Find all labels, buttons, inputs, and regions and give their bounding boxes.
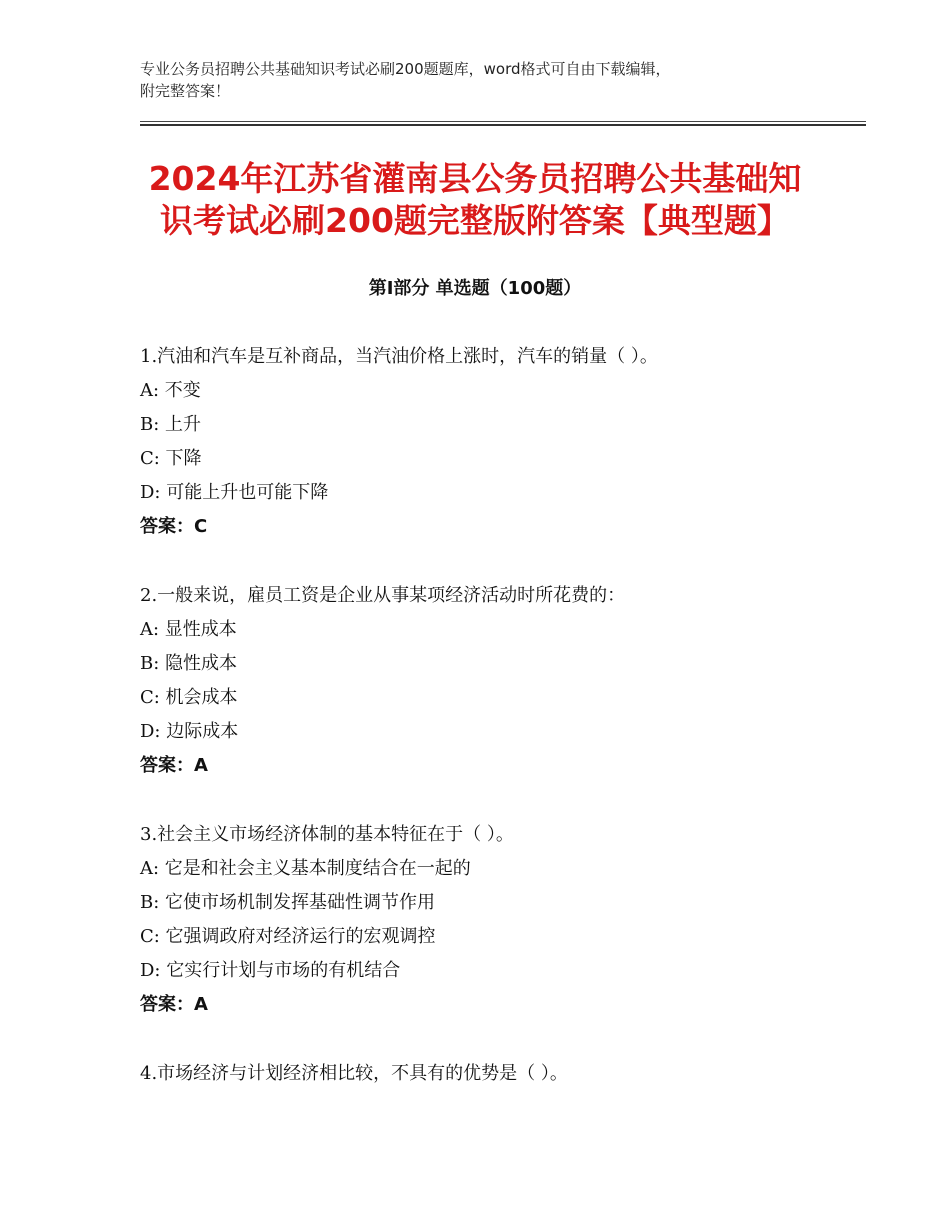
question-1-option-c: C: 下降 (140, 448, 202, 469)
header-note (140, 58, 840, 102)
question-2-option-b: B: 隐性成本 (140, 653, 238, 674)
question-3-option-b: B: 它使市场机制发挥基础性调节作用 (140, 892, 436, 913)
question-3-option-d: D: 它实行计划与市场的有机结合 (140, 960, 401, 981)
question-2-option-c: C: 机会成本 (140, 687, 238, 708)
question-3-option-c: C: 它强调政府对经济运行的宏观调控 (140, 926, 436, 947)
question-1-option-b: B: 上升 (140, 414, 202, 435)
document-title (130, 158, 820, 242)
header-divider-top (140, 121, 866, 122)
document-title-line-1: 2024年江苏省灌南县公务员招聘公共基础知 (148, 159, 802, 198)
question-2-answer: 答案：A (140, 755, 208, 776)
header-note-line-2: 附完整答案！ (140, 82, 231, 100)
question-2-stem: 2.一般来说，雇员工资是企业从事某项经济活动时所花费的： (140, 585, 626, 606)
question-4-stem: 4.市场经济与计划经济相比较，不具有的优势是（ ）。 (140, 1063, 568, 1084)
question-1-answer: 答案：C (140, 516, 208, 537)
question-1-stem: 1.汽油和汽车是互补商品，当汽油价格上涨时，汽车的销量（ ）。 (140, 346, 658, 367)
question-1-option-a: A: 不变 (140, 380, 201, 401)
question-2-option-d: D: 边际成本 (140, 721, 239, 742)
question-3-answer: 答案：A (140, 994, 208, 1015)
question-3-stem: 3.社会主义市场经济体制的基本特征在于（ ）。 (140, 824, 514, 845)
question-3-option-a: A: 它是和社会主义基本制度结合在一起的 (140, 858, 471, 879)
header-note-line-1: 专业公务员招聘公共基础知识考试必刷200题题库，word格式可自由下载编辑， (140, 60, 671, 78)
document-title-line-2: 识考试必刷200题完整版附答案【典型题】 (160, 201, 790, 240)
question-1-option-d: D: 可能上升也可能下降 (140, 482, 329, 503)
section-title: 第Ⅰ部分 单选题（100题） (368, 278, 582, 299)
header-divider-bottom (140, 124, 866, 126)
question-2-option-a: A: 显性成本 (140, 619, 237, 640)
